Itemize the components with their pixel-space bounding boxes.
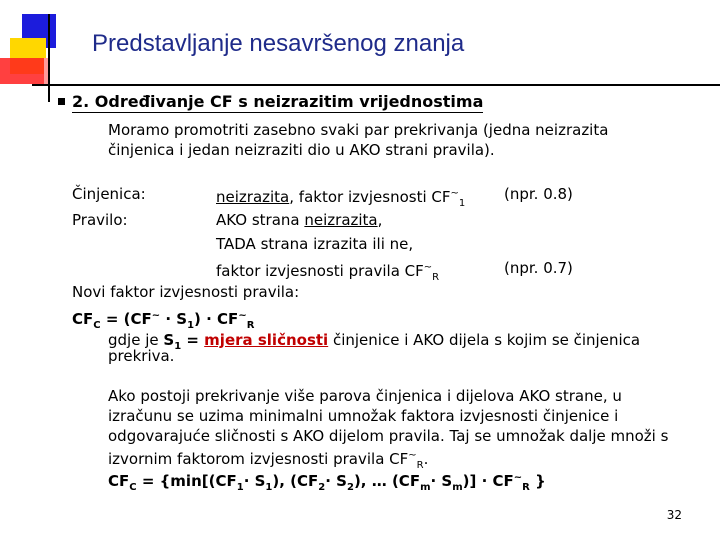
rule-line-1	[216, 210, 382, 230]
para-line-2: izračunu se uzima minimalni umnožak faktora izvjesnosti činjenice i	[108, 407, 619, 425]
fact-label: Činjenica:	[72, 185, 146, 203]
where-line-1	[108, 330, 640, 357]
f2-t6: ), … (CF	[353, 472, 421, 490]
f2-t9: }	[529, 472, 546, 490]
f2-t8-sub: R	[522, 482, 530, 493]
where-s: S	[163, 331, 175, 349]
section-heading: 2. Određivanje CF s neizrazitim vrijednostima	[72, 92, 484, 111]
f2-t1: CF	[108, 472, 130, 490]
rule-fuzzy: neizrazita	[304, 211, 378, 229]
f2-t4-sub: 2	[318, 482, 326, 493]
f2-t8: )] · CF	[462, 472, 514, 490]
f2-t3-sub: 1	[265, 482, 273, 493]
where-s-sub: 1	[174, 341, 182, 352]
f1-c: · S	[160, 310, 188, 328]
where-eq: =	[181, 331, 205, 349]
fact-fuzzy: neizrazita	[216, 188, 290, 206]
f1-d: ) · CF	[194, 310, 239, 328]
rule-line-2: TADA strana izrazita ili ne,	[216, 235, 414, 253]
slide-title: Predstavljanje nesavršenog znanja	[92, 30, 465, 57]
fact-example: (npr. 0.8)	[504, 185, 573, 203]
f2-t5: · S	[325, 472, 347, 490]
para-l4-text: izvornim faktorom izvjesnosti pravila CF	[108, 450, 409, 468]
page-number: 32	[666, 508, 682, 522]
formula-cf-min	[108, 468, 546, 498]
fact-cf: , faktor izvjesnosti CF	[289, 188, 451, 206]
f2-t7-sub: m	[452, 482, 463, 493]
f2-t2: = {min[(CF	[136, 472, 237, 490]
f2-t6-sub: m	[420, 482, 431, 493]
para-line-3: odgovarajuće sličnosti s AKO dijelom pravila. Taj se umnožak dalje množi s	[108, 427, 669, 445]
f2-t2-sub: 1	[236, 482, 244, 493]
intro-line-2: činjenica i jedan neizraziti dio u AKO strani pravila).	[108, 141, 495, 159]
fact-cf-sup: ~	[450, 188, 459, 199]
where-pre: gdje je	[108, 331, 164, 349]
rule-cf: faktor izvjesnosti pravila CF	[216, 262, 424, 280]
f2-t3: · S	[243, 472, 266, 490]
intro-line-1: Moramo promotriti zasebno svaki par prekrivanja (jedna neizrazita	[108, 121, 609, 139]
para-line-1: Ako postoji prekrivanje više parova činjenica i dijelova AKO strane, u	[108, 387, 622, 405]
f2-t7: · S	[430, 472, 453, 490]
rule-cf-sub: R	[432, 272, 440, 283]
rule-comma: ,	[377, 211, 383, 229]
similarity-measure-highlight: mjera sličnosti	[204, 331, 329, 349]
rule-cf-sup: ~	[423, 262, 433, 273]
f2-t4: ), (CF	[272, 472, 319, 490]
rule-label: Pravilo:	[72, 211, 128, 229]
f1-d-sup: ~	[238, 310, 247, 321]
decor-vertical-line	[48, 14, 50, 102]
para-l4-sub: R	[416, 460, 424, 471]
f2-t1-sub: C	[129, 482, 137, 493]
f2-t5-sub: 2	[346, 482, 354, 493]
f1-a-sub: C	[93, 320, 101, 331]
para-l4-end: .	[423, 450, 429, 468]
decor-horizontal-line	[32, 84, 720, 86]
f1-b-sup: ~	[151, 310, 161, 321]
f1-c-sub: 1	[187, 320, 195, 331]
where-line-2: prekriva.	[108, 347, 175, 365]
f1-b: = (CF	[100, 310, 152, 328]
f2-t8-sup: ~	[513, 472, 523, 483]
rule-if: AKO strana	[216, 211, 305, 229]
f1-a: CF	[72, 310, 94, 328]
para-l4-sup: ~	[408, 450, 417, 461]
rule-example: (npr. 0.7)	[504, 259, 573, 277]
where-post: činjenice i AKO dijela s kojim se činjenica	[328, 331, 641, 349]
fact-cf-sub: 1	[458, 198, 466, 209]
decor-red-square	[0, 58, 44, 84]
bullet-square-icon	[58, 98, 65, 105]
new-cf-label: Novi faktor izvjesnosti pravila:	[72, 283, 300, 301]
f1-d-sub: R	[246, 320, 255, 331]
